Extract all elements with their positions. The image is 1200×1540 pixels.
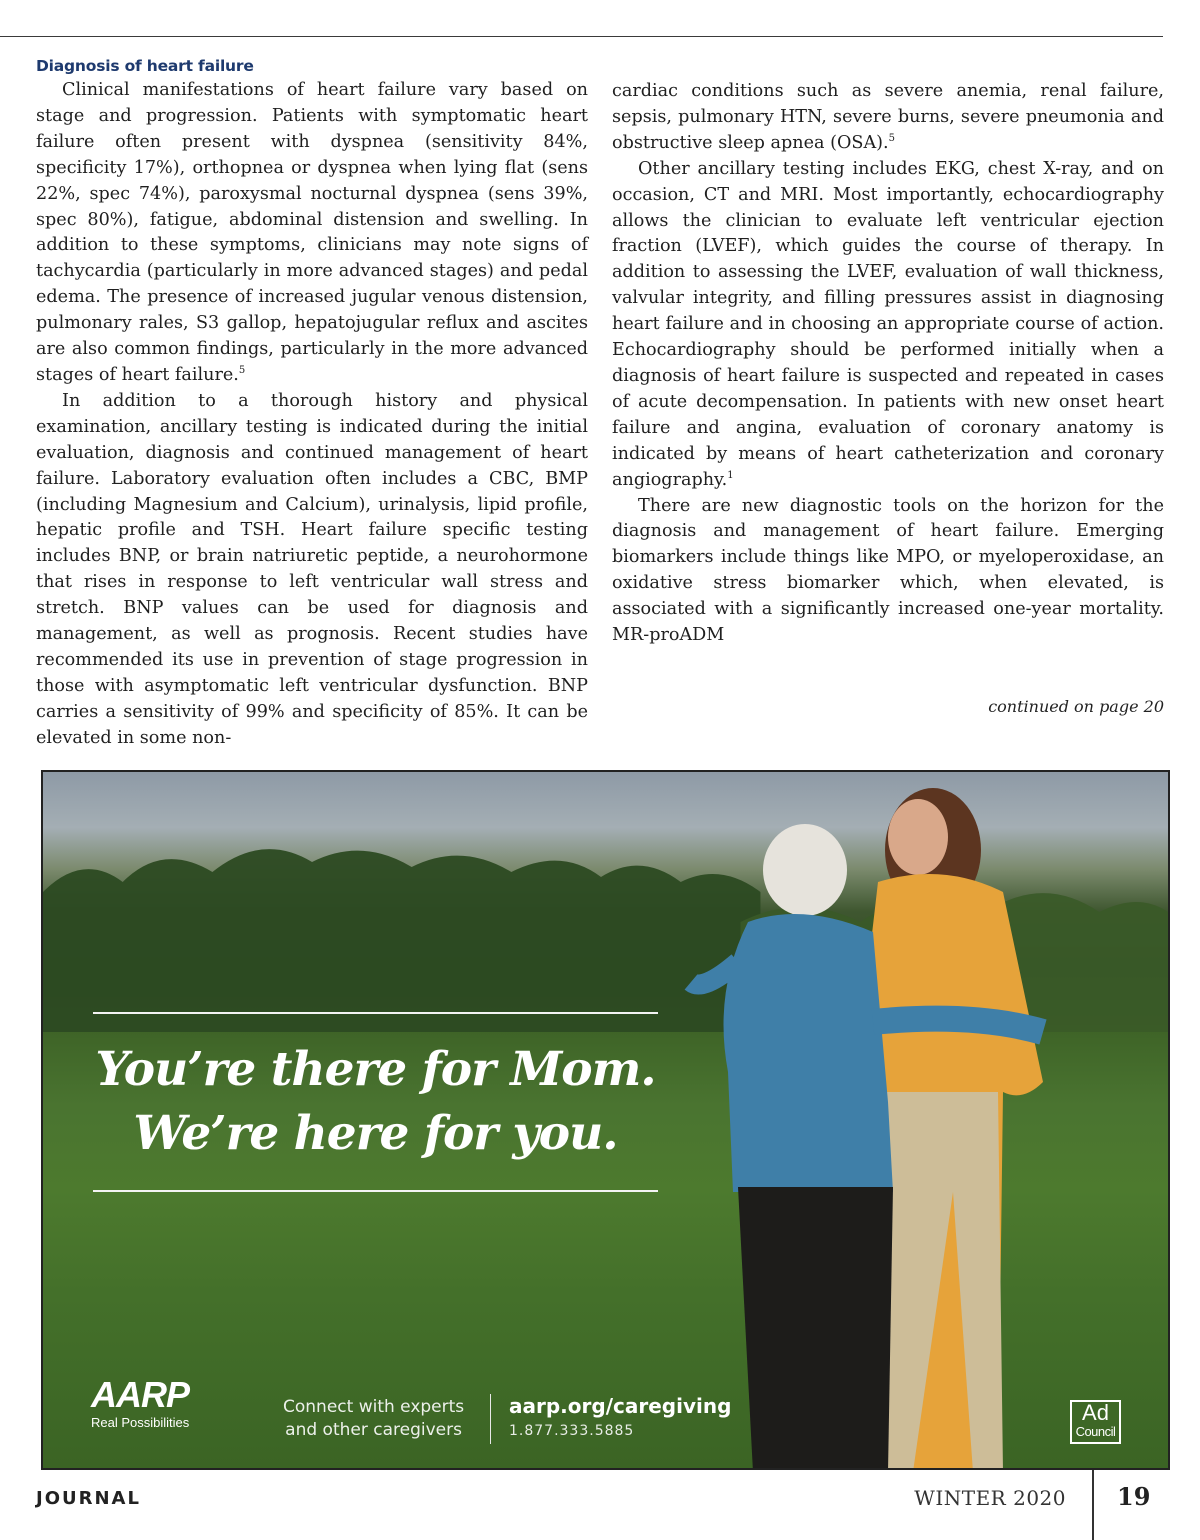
connect-text: Connect with experts and other caregivers bbox=[283, 1397, 465, 1440]
headline-line-2: We’re here for you. bbox=[133, 1106, 618, 1161]
women-walking-illustration bbox=[643, 772, 1170, 1470]
footer-divider bbox=[1092, 1470, 1094, 1540]
paragraph: There are new diagnostic tools on the horizon for the diagnosis and management of heart failure. Emerging biomarkers include things like MPO, or myeloperoxidase, an oxidative stress biomarker which, when elevated, is associated with a significantly increased one-year mortality. MR-proADM bbox=[612, 495, 1164, 646]
page-number: 19 bbox=[1117, 1482, 1151, 1511]
aarp-tagline: Real Possibilities bbox=[91, 1415, 190, 1430]
section-heading: Diagnosis of heart failure bbox=[36, 57, 254, 75]
paragraph: Clinical manifestations of heart failure vary based on stage and progression. Patients with symptomatic heart failure often present with dyspnea (sensitivity 84%, specificity 17%), orthopnea or dyspnea when lying flat (sens 22%, spec 74%), paroxysmal nocturnal dyspnea (sens 39%, spec 80%), fatigue, abdominal distension and swelling. In addition to these symptoms, clinicians may note signs of tachycardia (particularly in more advanced stages) and pedal edema. The presence of increased jugular venous distension, pulmonary rales, S3 gallop, hepatojugular reflux and ascites are also common findings, particularly in the more advanced stages of heart failure.$^5$ bbox=[36, 80, 588, 385]
top-rule bbox=[0, 36, 1163, 37]
article-right-column bbox=[612, 79, 1164, 649]
ad-rule-top bbox=[93, 1012, 658, 1014]
ad-council-logo: Ad Council bbox=[1070, 1400, 1121, 1444]
headline-line-1: You’re there for Mom. bbox=[95, 1042, 656, 1097]
paragraph: cardiac conditions such as severe anemia, renal failure, sepsis, pulmonary HTN, severe burns, severe pneumonia and obstructive sleep apnea (OSA).$^5$ bbox=[612, 81, 1164, 153]
ad-divider bbox=[490, 1394, 491, 1444]
footer-season: WINTER 2020 bbox=[914, 1486, 1066, 1510]
reference-mark: 5 bbox=[888, 132, 895, 144]
aarp-advertisement[interactable] bbox=[41, 770, 1170, 1470]
reference-mark: 1 bbox=[727, 469, 734, 481]
aarp-wordmark: AARP bbox=[91, 1374, 190, 1415]
footer-journal: JOURNAL bbox=[36, 1488, 141, 1509]
continued-note: continued on page 20 bbox=[988, 697, 1164, 716]
article-left-column bbox=[36, 54, 588, 752]
paragraph: Other ancillary testing includes EKG, chest X-ray, and on occasion, CT and MRI. Most importantly, echocardiography allows the clinician to evaluate left ventricular ejection fraction (LVEF), which guides the course of therapy. In addition to assessing the LVEF, evaluation of wall thickness, valvular integrity, and filling pressures assist in diagnosing heart failure and in choosing an appropriate course of action. Echocardiography should be performed initially when a diagnosis of heart failure is suspected and repeated in cases of acute decompensation. In patients with new onset heart failure and angina, evaluation of coronary anatomy is indicated by means of heart catheterization and coronary angiography.$^1$ bbox=[612, 158, 1164, 490]
paragraph: In addition to a thorough history and physical examination, ancillary testing is indicated during the initial evaluation, diagnosis and continued management of heart failure. Laboratory evaluation often includes a CBC, BMP (including Magnesium and Calcium), urinalysis, lipid profile, hepatic profile and TSH. Heart failure specific testing includes BNP, or brain natriuretic peptide, a neurohormone that rises in response to left ventricular wall stress and stretch. BNP values can be used for diagnosis and management, as well as prognosis. Recent studies have recommended its use in prevention of stage progression in those with asymptomatic left ventricular dysfunction. BNP carries a sensitivity of 99% and specificity of 85%. It can be elevated in some non- bbox=[36, 390, 588, 748]
caregiving-link[interactable]: aarp.org/caregiving bbox=[509, 1394, 732, 1418]
phone-number[interactable]: 1.877.333.5885 bbox=[509, 1423, 635, 1439]
aarp-logo[interactable] bbox=[91, 1374, 190, 1430]
ad-rule-bottom bbox=[93, 1190, 658, 1192]
ad-headline bbox=[93, 1038, 658, 1166]
reference-mark: 5 bbox=[238, 365, 246, 377]
